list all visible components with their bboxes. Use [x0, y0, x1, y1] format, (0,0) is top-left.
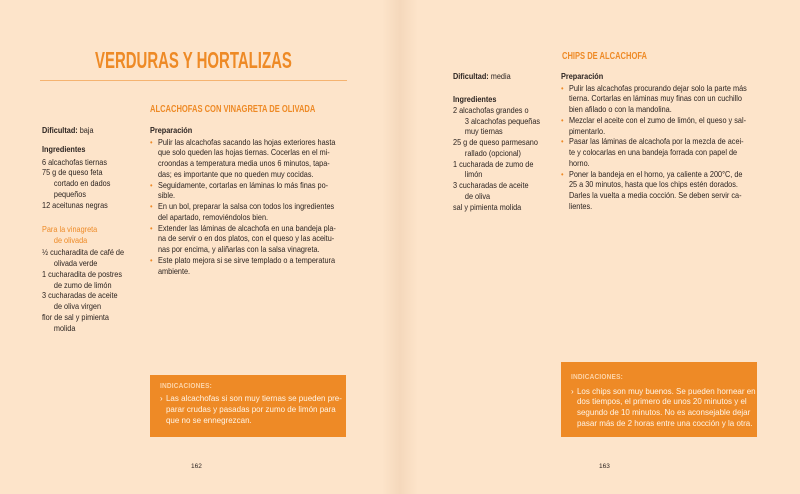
vinaigrette-heading-line: Para la vinagreta — [42, 224, 98, 235]
step-line: das; es importante que no queden muy cocidas. — [157, 168, 314, 179]
ingredient-line: muy tiernas — [464, 126, 503, 137]
tips-heading: INDICACIONES: — [571, 373, 623, 381]
step-item — [561, 115, 747, 137]
tip-item — [571, 386, 756, 429]
step-line: 25 a 30 minutos, hasta que los chips estén dorados. — [568, 179, 738, 190]
bullet-icon: • — [561, 168, 564, 179]
ingredient-item — [453, 105, 540, 137]
step-line: del apartado, removiéndolos bien. — [157, 211, 269, 222]
bullet-icon: • — [561, 136, 564, 147]
center-fold — [382, 0, 418, 494]
step-line: Seguidamente, cortarlas en láminas lo más finas po- — [157, 179, 329, 190]
step-item — [561, 83, 747, 115]
tip-line: dos tiempos, el primero de unos 20 minutos y el — [576, 396, 747, 407]
chevron-right-icon: › — [571, 385, 574, 396]
tips-heading: INDICACIONES: — [160, 383, 212, 390]
ingredient-line: molida — [53, 322, 76, 333]
step-line: te y colocarlas en una bandeja forrada con papel de — [568, 147, 738, 158]
step-line: Pasar las láminas de alcachofa por la mezcla de acei- — [568, 136, 744, 147]
ingredient-line: cortado en dados — [53, 178, 111, 189]
tip-line: que no se ennegrezcan. — [165, 414, 252, 425]
ingredient-line: 75 g de queso feta — [42, 167, 103, 178]
ingredient-item — [42, 247, 124, 269]
difficulty-value: baja — [79, 124, 94, 135]
preparation-heading: Preparación — [561, 70, 604, 81]
ingredient-item — [42, 200, 124, 211]
bullet-icon: • — [150, 201, 153, 212]
vinaigrette-heading-line: de olivada — [53, 234, 88, 245]
tip-line: parar crudas y pasadas por zumo de limón para — [165, 404, 336, 414]
step-item — [150, 223, 336, 255]
section-title-rule — [40, 80, 347, 81]
step-line: lientes. — [568, 200, 593, 211]
ingredient-item — [453, 202, 540, 213]
ingredient-line: 1 cucharada de zumo de — [453, 158, 534, 169]
step-line: que solo queden las hojas tiernas. Cocerlas en el mi- — [157, 147, 330, 158]
recipe-title-right: CHIPS DE ALCACHOFA — [562, 50, 647, 62]
right-ingredients-column — [453, 71, 540, 213]
bullet-icon: • — [150, 254, 153, 265]
section-title: VERDURAS Y HORTALIZAS — [95, 47, 292, 73]
step-line: En un bol, preparar la salsa con todos los ingredientes — [157, 201, 335, 212]
steps-list — [561, 83, 747, 212]
ingredients-heading: Ingredientes — [453, 94, 497, 105]
difficulty-label: Dificultad: — [453, 70, 489, 81]
step-line: ambiente. — [157, 265, 191, 276]
ingredient-line: limón — [464, 169, 483, 180]
ingredient-item — [42, 269, 124, 291]
step-line: Este plato mejora si se sirve templado o a temperatura — [157, 254, 336, 265]
step-line: croondas a temperatura media unos 6 minutos, tapa- — [157, 158, 330, 169]
ingredient-line: pequeños — [53, 188, 87, 199]
tips-box-content — [571, 373, 756, 429]
ingredient-item — [453, 159, 540, 181]
ingredient-line: 1 cucharadita de postres — [42, 268, 123, 279]
difficulty — [42, 125, 124, 136]
tips-list — [160, 393, 342, 425]
step-line: nas por encima, y aliñarlas con la salsa vinagreta. — [157, 244, 320, 255]
step-line: Pulir las alcachofas sacando las hojas exteriores hasta — [157, 136, 336, 147]
ingredient-line: 3 cucharadas de aceite — [453, 180, 529, 191]
bullet-icon: • — [150, 179, 153, 190]
step-line: Extender las láminas de alcachofa en una bandeja pla- — [157, 222, 336, 233]
difficulty-label: Dificultad: — [42, 124, 78, 135]
right-preparation-column — [561, 71, 747, 212]
step-item — [561, 169, 747, 212]
left-ingredients-column — [42, 125, 124, 334]
preparation-heading: Preparación — [150, 124, 193, 135]
page-number-left: 162 — [191, 463, 202, 470]
bullet-icon: • — [561, 82, 564, 93]
tip-item — [160, 393, 342, 425]
ingredient-line: ½ cucharadita de café de — [42, 247, 125, 258]
ingredient-line: 2 alcachofas grandes o — [453, 104, 529, 115]
ingredients-heading: Ingredientes — [42, 144, 86, 155]
ingredient-item — [42, 157, 124, 168]
ingredient-line: de oliva virgen — [53, 301, 102, 312]
ingredient-line: sal y pimienta molida — [453, 201, 522, 212]
step-line: Pulir las alcachofas procurando dejar solo la parte más — [568, 82, 747, 93]
step-line: Mezclar el aceite con el zumo de limón, el queso y sal- — [568, 114, 747, 125]
chevron-right-icon: › — [160, 393, 163, 404]
ingredient-line: 3 alcachofas pequeñas — [464, 115, 541, 126]
tip-line: Las alcachofas si son muy tiernas se pueden pre- — [165, 393, 342, 404]
tips-list — [571, 386, 756, 429]
tips-box-left — [150, 375, 346, 437]
ingredient-line: 25 g de queso parmesano — [453, 137, 538, 148]
ingredients-list — [42, 157, 124, 211]
step-line: Poner la bandeja en el horno, ya caliente a 200°C, de — [568, 168, 743, 179]
tips-box-content — [160, 382, 342, 426]
step-item — [150, 180, 336, 202]
step-item — [150, 255, 336, 277]
difficulty-value: media — [490, 70, 511, 81]
step-line: Darles la vuelta a media cocción. Se deben servir ca- — [568, 190, 742, 201]
ingredient-line: olivada verde — [53, 258, 98, 269]
tips-box-right — [561, 362, 757, 437]
step-line: sible. — [157, 190, 176, 201]
ingredient-line: 12 aceitunas negras — [42, 199, 108, 210]
ingredient-line: rallado (opcional) — [464, 147, 521, 158]
step-line: tierna. Cortarlas en láminas muy finas con un cuchillo — [568, 93, 742, 104]
step-item — [150, 201, 336, 223]
ingredient-item — [453, 137, 540, 159]
ingredient-item — [42, 312, 124, 334]
ingredient-item — [42, 167, 124, 199]
difficulty — [453, 71, 540, 82]
ingredient-line: 6 alcachofas tiernas — [42, 156, 107, 167]
step-line: na de servir o en dos platos, con el queso y las aceitu- — [157, 233, 335, 244]
tip-line: Los chips son muy buenos. Se pueden hornear en — [576, 385, 756, 396]
step-line: horno. — [568, 157, 590, 168]
tip-line: pasar más de 2 horas entre una cocción y la otra. — [576, 417, 753, 428]
steps-list — [150, 137, 336, 277]
bullet-icon: • — [150, 222, 153, 233]
step-item — [561, 136, 747, 168]
ingredient-line: de zumo de limón — [53, 279, 112, 290]
ingredient-line: 3 cucharadas de aceite — [42, 290, 118, 301]
step-item — [150, 137, 336, 180]
page-number-right: 163 — [599, 463, 610, 470]
ingredient-item — [453, 180, 540, 202]
ingredient-item — [42, 290, 124, 312]
ingredient-line: de oliva — [464, 190, 491, 201]
vinaigrette-heading — [42, 224, 124, 246]
vinaigrette-ingredients-list — [42, 247, 124, 333]
left-preparation-column — [150, 125, 336, 277]
step-line: bien afilado o con la mandolina. — [568, 104, 672, 115]
recipe-title-left: ALCACHOFAS CON VINAGRETA DE OLIVADA — [150, 102, 316, 115]
ingredients-list — [453, 105, 540, 213]
step-line: pimentarlo. — [568, 125, 606, 136]
tip-line: segundo de 10 minutos. No es aconsejable dejar — [576, 407, 751, 418]
bullet-icon: • — [150, 136, 153, 147]
ingredient-line: flor de sal y pimienta — [42, 311, 109, 322]
bullet-icon: • — [561, 114, 564, 125]
